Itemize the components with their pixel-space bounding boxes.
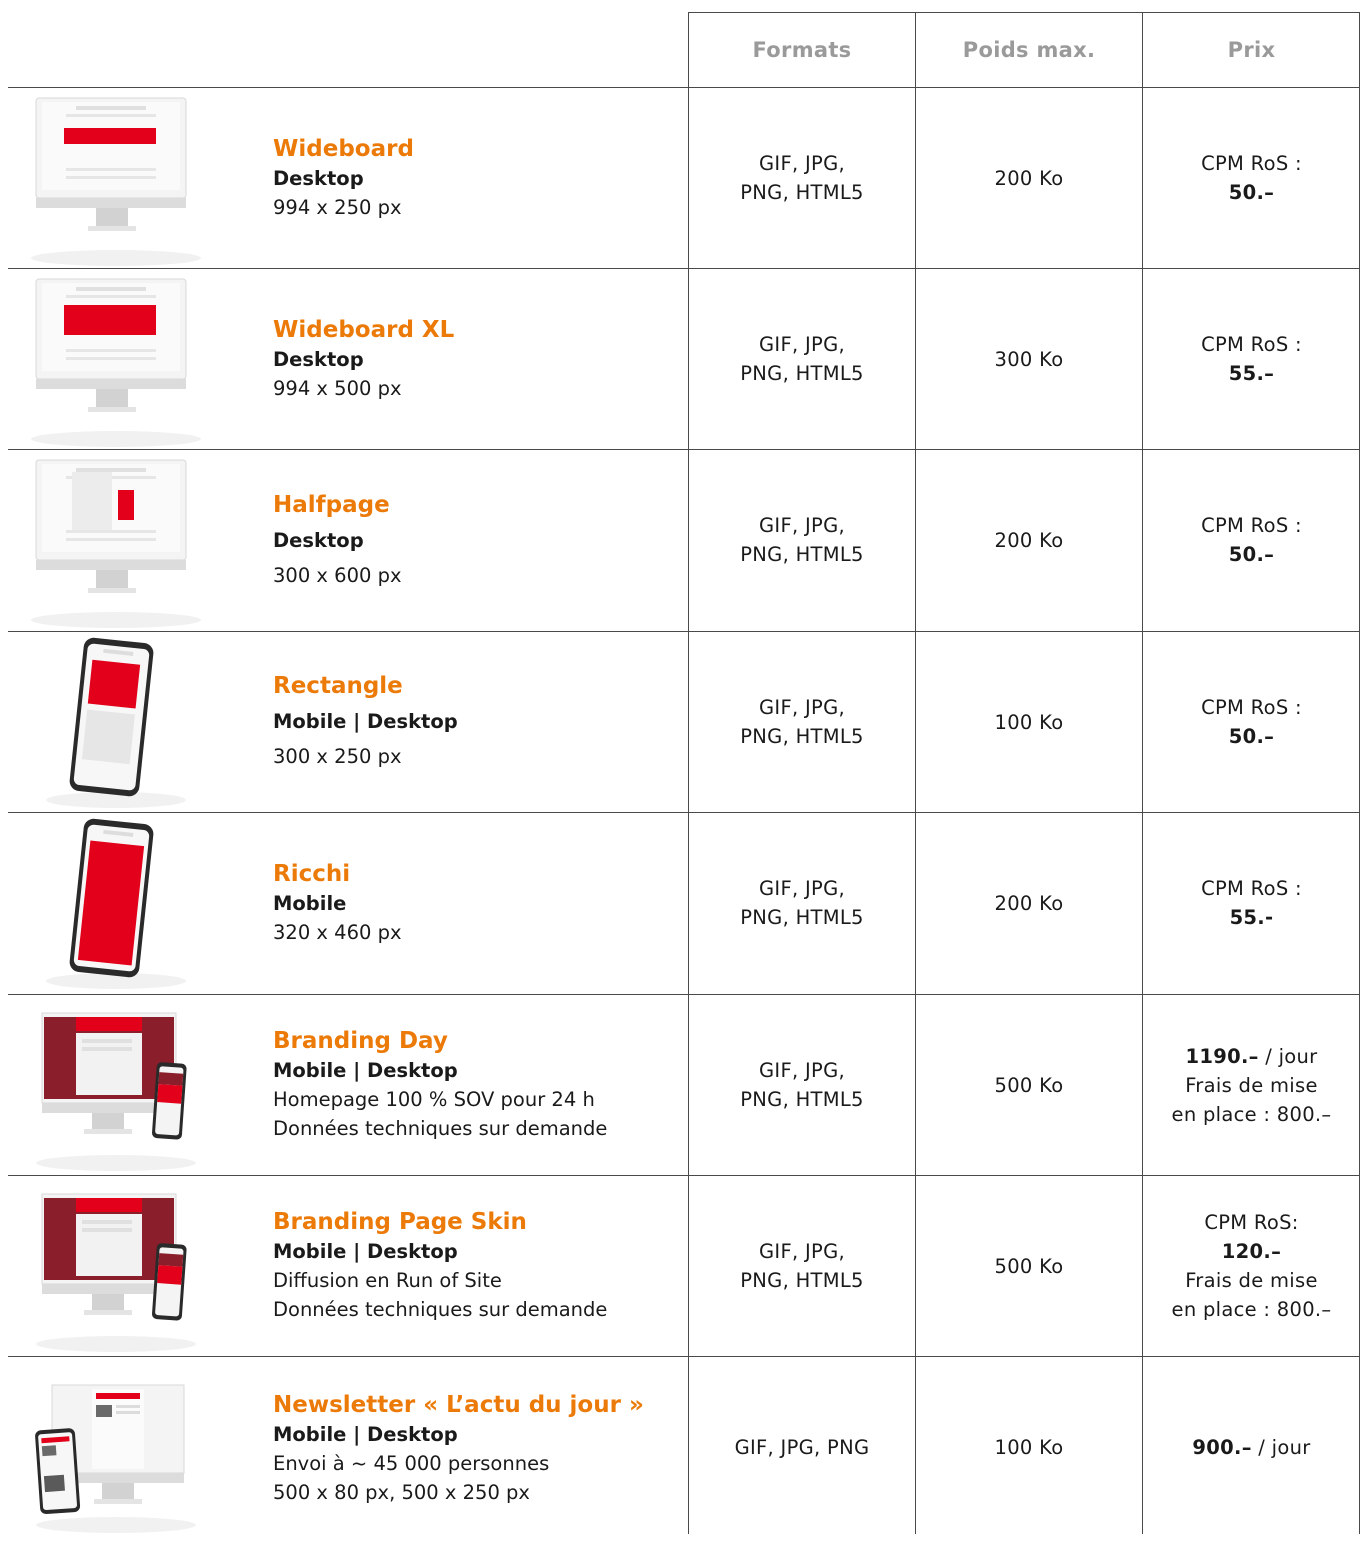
row-divider (8, 812, 1360, 813)
format-platform: Desktop (273, 529, 364, 552)
format-title: Wideboard (273, 136, 414, 162)
row-divider (8, 87, 1360, 88)
phone-ricchi-icon (16, 813, 216, 993)
format-description (273, 1207, 683, 1324)
price-label: CPM RoS : (1201, 877, 1302, 900)
price-label: CPM RoS : (1201, 514, 1302, 537)
price-cell (1143, 450, 1360, 630)
formats-cell (689, 632, 915, 812)
price-cell (1143, 995, 1360, 1175)
price-value: 55.– (1228, 362, 1275, 385)
price-cell (1143, 1357, 1360, 1537)
weight-cell (916, 1176, 1142, 1356)
format-title: Newsletter « L’actu du jour » (273, 1392, 644, 1418)
price-value: 50.– (1228, 181, 1275, 204)
price-value: 55.- (1229, 906, 1274, 929)
format-title: Branding Day (273, 1028, 448, 1054)
weight-value: 200 Ko (994, 528, 1064, 552)
header-formats: Formats (752, 37, 852, 62)
weight-value: 200 Ko (994, 891, 1064, 915)
formats-cell (689, 450, 915, 630)
price-label: CPM RoS : (1201, 152, 1302, 175)
weight-value: 300 Ko (994, 347, 1064, 371)
weight-cell (916, 1357, 1142, 1537)
format-title: Branding Page Skin (273, 1209, 527, 1235)
format-platform: Desktop (273, 167, 364, 190)
format-spec: 320 x 460 px (273, 921, 402, 944)
format-spec: Homepage 100 % SOV pour 24 h (273, 1088, 595, 1111)
monitor-wideboard-xl-icon (16, 269, 216, 449)
format-spec: 300 x 600 px (273, 564, 402, 587)
price-block (1172, 1208, 1332, 1324)
price-line (1201, 722, 1302, 751)
monitor-phone-branding-icon (16, 995, 216, 1175)
price-line (1201, 178, 1302, 207)
price-suffix: / jour (1251, 1435, 1311, 1459)
formats-cell (689, 813, 915, 993)
weight-value: 100 Ko (994, 710, 1064, 734)
formats-cell (689, 995, 915, 1175)
row-divider (8, 1175, 1360, 1176)
monitor-phone-branding-icon (16, 1176, 216, 1356)
format-description (273, 859, 683, 947)
price-value: 900.– (1192, 1435, 1252, 1459)
setup-fee: Frais de mise en place : 800.– (1171, 1073, 1332, 1126)
row-divider (8, 268, 1360, 269)
format-platform: Mobile | Desktop (273, 1423, 458, 1446)
format-title: Ricchi (273, 861, 351, 887)
format-title: Rectangle (273, 673, 403, 699)
weight-value: 500 Ko (994, 1073, 1064, 1097)
price-block (1172, 1042, 1332, 1129)
price-line (1172, 1042, 1332, 1071)
weight-value: 200 Ko (994, 166, 1064, 190)
price-value: 50.– (1228, 725, 1275, 748)
monitor-wideboard-xl-icon (16, 269, 216, 449)
monitor-wideboard-icon (16, 88, 216, 268)
price-line (1192, 1433, 1310, 1462)
weight-cell (916, 269, 1142, 449)
price-line (1172, 1237, 1332, 1266)
price-cell (1143, 632, 1360, 812)
price-cell (1143, 269, 1360, 449)
price-line (1201, 903, 1302, 932)
price-block (1192, 1433, 1310, 1462)
format-spec: 300 x 250 px (273, 745, 402, 768)
formats-value: GIF, JPG, PNG, HTML5 (740, 877, 864, 929)
weight-value: 100 Ko (994, 1435, 1064, 1459)
column-divider (688, 12, 689, 1534)
price-block (1201, 330, 1302, 388)
format-platform: Mobile (273, 892, 347, 915)
column-divider (1142, 12, 1143, 1534)
weight-cell (916, 813, 1142, 993)
formats-cell (689, 1176, 915, 1356)
header-price: Prix (1227, 37, 1276, 62)
price-cell (1143, 813, 1360, 993)
format-title: Wideboard XL (273, 317, 455, 343)
formats-cell (689, 88, 915, 268)
formats-value: GIF, JPG, PNG, HTML5 (740, 333, 864, 385)
monitor-phone-newsletter-icon (16, 1357, 216, 1537)
row-divider (8, 449, 1360, 450)
formats-cell (689, 269, 915, 449)
price-block (1201, 874, 1302, 932)
column-divider (915, 12, 916, 1534)
format-description (273, 134, 683, 222)
weight-cell (916, 450, 1142, 630)
price-line (1201, 540, 1302, 569)
price-cell (1143, 1176, 1360, 1356)
format-platform: Mobile | Desktop (273, 710, 458, 733)
formats-cell (689, 1357, 915, 1537)
format-title: Halfpage (273, 492, 390, 518)
weight-cell (916, 995, 1142, 1175)
phone-rectangle-icon (16, 632, 216, 812)
row-divider (8, 631, 1360, 632)
format-spec-detail: 500 x 80 px, 500 x 250 px (273, 1481, 530, 1504)
format-description (273, 671, 683, 771)
format-platform: Mobile | Desktop (273, 1059, 458, 1082)
price-value: 120.– (1221, 1240, 1282, 1263)
format-platform: Desktop (273, 348, 364, 371)
row-divider (8, 994, 1360, 995)
format-description (273, 315, 683, 403)
price-suffix: / jour (1258, 1044, 1318, 1068)
format-spec-detail: Données techniques sur demande (273, 1298, 608, 1321)
formats-value: GIF, JPG, PNG, HTML5 (740, 1059, 864, 1111)
price-block (1201, 511, 1302, 569)
formats-value: GIF, JPG, PNG, HTML5 (740, 152, 864, 204)
price-label: CPM RoS: (1204, 1211, 1299, 1234)
format-spec: 994 x 500 px (273, 377, 402, 400)
monitor-halfpage-icon (16, 450, 216, 630)
setup-fee: Frais de mise en place : 800.– (1171, 1269, 1332, 1321)
formats-value: GIF, JPG, PNG, HTML5 (740, 696, 864, 748)
row-divider (8, 1356, 1360, 1357)
format-spec: Envoi à ~ 45 000 personnes (273, 1452, 550, 1475)
monitor-phone-branding-icon (16, 995, 216, 1175)
header-weight: Poids max. (962, 37, 1096, 62)
price-line (1201, 359, 1302, 388)
weight-cell (916, 88, 1142, 268)
phone-ricchi-icon (16, 813, 216, 993)
monitor-phone-branding-icon (16, 1176, 216, 1356)
formats-value: GIF, JPG, PNG, HTML5 (740, 1240, 864, 1292)
weight-value: 500 Ko (994, 1254, 1064, 1278)
format-spec: 994 x 250 px (273, 196, 402, 219)
monitor-halfpage-icon (16, 450, 216, 630)
format-description (273, 1026, 683, 1143)
format-description (273, 490, 683, 590)
format-spec: Diffusion en Run of Site (273, 1269, 502, 1292)
formats-value: GIF, JPG, PNG (734, 1435, 870, 1459)
header-top-border (688, 12, 1360, 13)
price-value: 50.– (1228, 543, 1275, 566)
price-value: 1190.– (1185, 1044, 1259, 1068)
price-label: CPM RoS : (1201, 333, 1302, 356)
price-cell (1143, 88, 1360, 268)
format-platform: Mobile | Desktop (273, 1240, 458, 1263)
monitor-wideboard-icon (16, 88, 216, 268)
weight-cell (916, 632, 1142, 812)
price-block (1201, 149, 1302, 207)
monitor-phone-newsletter-icon (16, 1357, 216, 1537)
formats-value: GIF, JPG, PNG, HTML5 (740, 514, 864, 566)
format-description (273, 1390, 683, 1507)
price-block (1201, 693, 1302, 751)
price-label: CPM RoS : (1201, 696, 1302, 719)
format-spec-detail: Données techniques sur demande (273, 1117, 608, 1140)
phone-rectangle-icon (16, 632, 216, 812)
